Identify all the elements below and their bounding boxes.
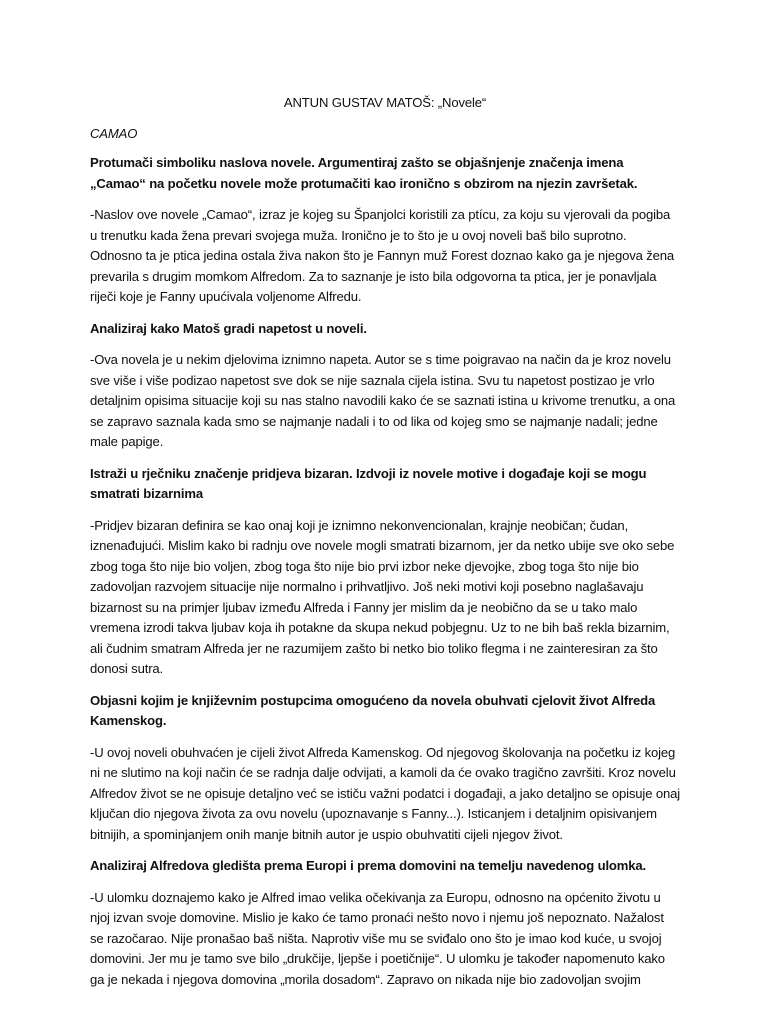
- question-paragraph: Protumači simboliku naslova novele. Argumentiraj zašto se objašnjenje značenja imena „Camao“ na početku novele može protumačiti kao ironično s obzirom na njezin završetak.: [90, 155, 638, 191]
- answer-paragraph: -Naslov ove novele „Camao“, izraz je kojeg su Španjolci koristili za ptícu, za koju su vjerovali da pogiba u trenutku kada žena prevari svojega muža. Ironično je to što je u ovoj noveli baš bilo suprotno. Odnosno ta je ptica jedina ostala živa nakon što je Fannyn muž Forest doznao kako ga je njegova žena prevarila s drugim momkom Alfredom. Za to saznanje je isto bila odgovorna ta ptica, jer je ponavljala riječi koje je Fanny upućivala voljenome Alfredu.: [90, 207, 675, 304]
- answer-paragraph: -Pridjev bizaran definira se kao onaj koji je iznimno nekonvencionalan, krajnje neobičan; čudan, iznenađujući. Mislim kako bi radnju ove novele mogli smatrati bizarnom, jer da netko ubije sve oko sebe zbog toga što nije bio voljen, zbog toga što nije bio prvi izbor neke djevojke, zbog toga što nije bio zadovoljan razvojem situacije nije normalno i prihvatljivo. Još neki motivi koji posebno naglašavaju bizarnost su na primjer ljubav između Alfreda i Fanny jer mislim da je neobično da se u tako malo vremena izrodi takva ljubav koja ih potakne da skupa nekud pobjegnu. Uz to ne bih baš rekla bizarnim, ali čudnim smatram Alfreda jer ne razumijem zašto bi netko bio toliko flegma i ne zainteresiran za što donosi sutra.: [90, 517, 675, 676]
- answer-paragraph: -U ovoj noveli obuhvaćen je cijeli život Alfreda Kamenskog. Od njegovog školovanja na početku iz kojeg ni ne slutimo na koji način će se radnja dalje odvijati, a kamoli da će ovako tragično završiti. Kroz novelu Alfredov život se ne opisuje detaljno već se ističu važni podatci i događaji, a jako detaljno se opisuje onaj ključan dio njegova života za ovu novelu (upoznavanje s Fanny...). Isticanjem i detaljnim opisivanjem bitnijih, a spominjanjem onih manje bitnih autor je uspio obuhvatiti cijeli njegov život.: [90, 744, 680, 842]
- question-paragraph: Analiziraj kako Matoš gradi napetost u noveli.: [90, 320, 367, 336]
- document-title: ANTUN GUSTAV MATOŠ: „Novele“: [283, 95, 487, 110]
- question-paragraph: Objasni kojim je književnim postupcima omogućeno da novela obuhvati cjelovit život Alfreda Kamenskog.: [90, 692, 656, 728]
- novel-subtitle: CAMAO: [90, 125, 138, 141]
- answer-paragraph: -Ova novela je u nekim djelovima iznimno napeta. Autor se s time poigravao na način da je kroz novelu sve više i više podizao napetost sve dok se nije saznala cijela istina. Svu tu napetost postizao je vrlo detaljnim opisima situacije koji su nas stalno navodili kako će se saznati istina u krivome trenutku, a ona se zapravo saznala kada smo se najmanje nadali i to od lika od kojeg smo se najmanje nadali; jedne male papige.: [90, 352, 676, 449]
- document-body: [90, 93, 680, 1001]
- question-paragraph: Analiziraj Alfredova gledišta prema Europi i prema domovini na temelju navedenog ulomka.: [90, 858, 647, 873]
- question-paragraph: Istraži u rječniku značenje pridjeva bizaran. Izdvoji iz novele motive i događaje koji se mogu smatrati bizarnima: [90, 465, 647, 501]
- answer-paragraph: -U ulomku doznajemo kako je Alfred imao velika očekivanja za Europu, odnosno na općenito životu u njoj izvan svoje domovine. Mislio je kako će tamo pronaći nešto novo i njemu još nepoznato. Nažalost se razočarao. Nije pronašao baš ništa. Naprotiv više mu se sviđalo ono što je imao kod kuće, u svojoj domovini. Jer mu je tamo sve bilo „drukčije, ljepše i poetičnije“. U ulomku je također napomenuto kako ga je nekada i njegova domovina „morila dosadom“. Zapravo on nikada nije bio zadovoljan svojim: [90, 889, 665, 987]
